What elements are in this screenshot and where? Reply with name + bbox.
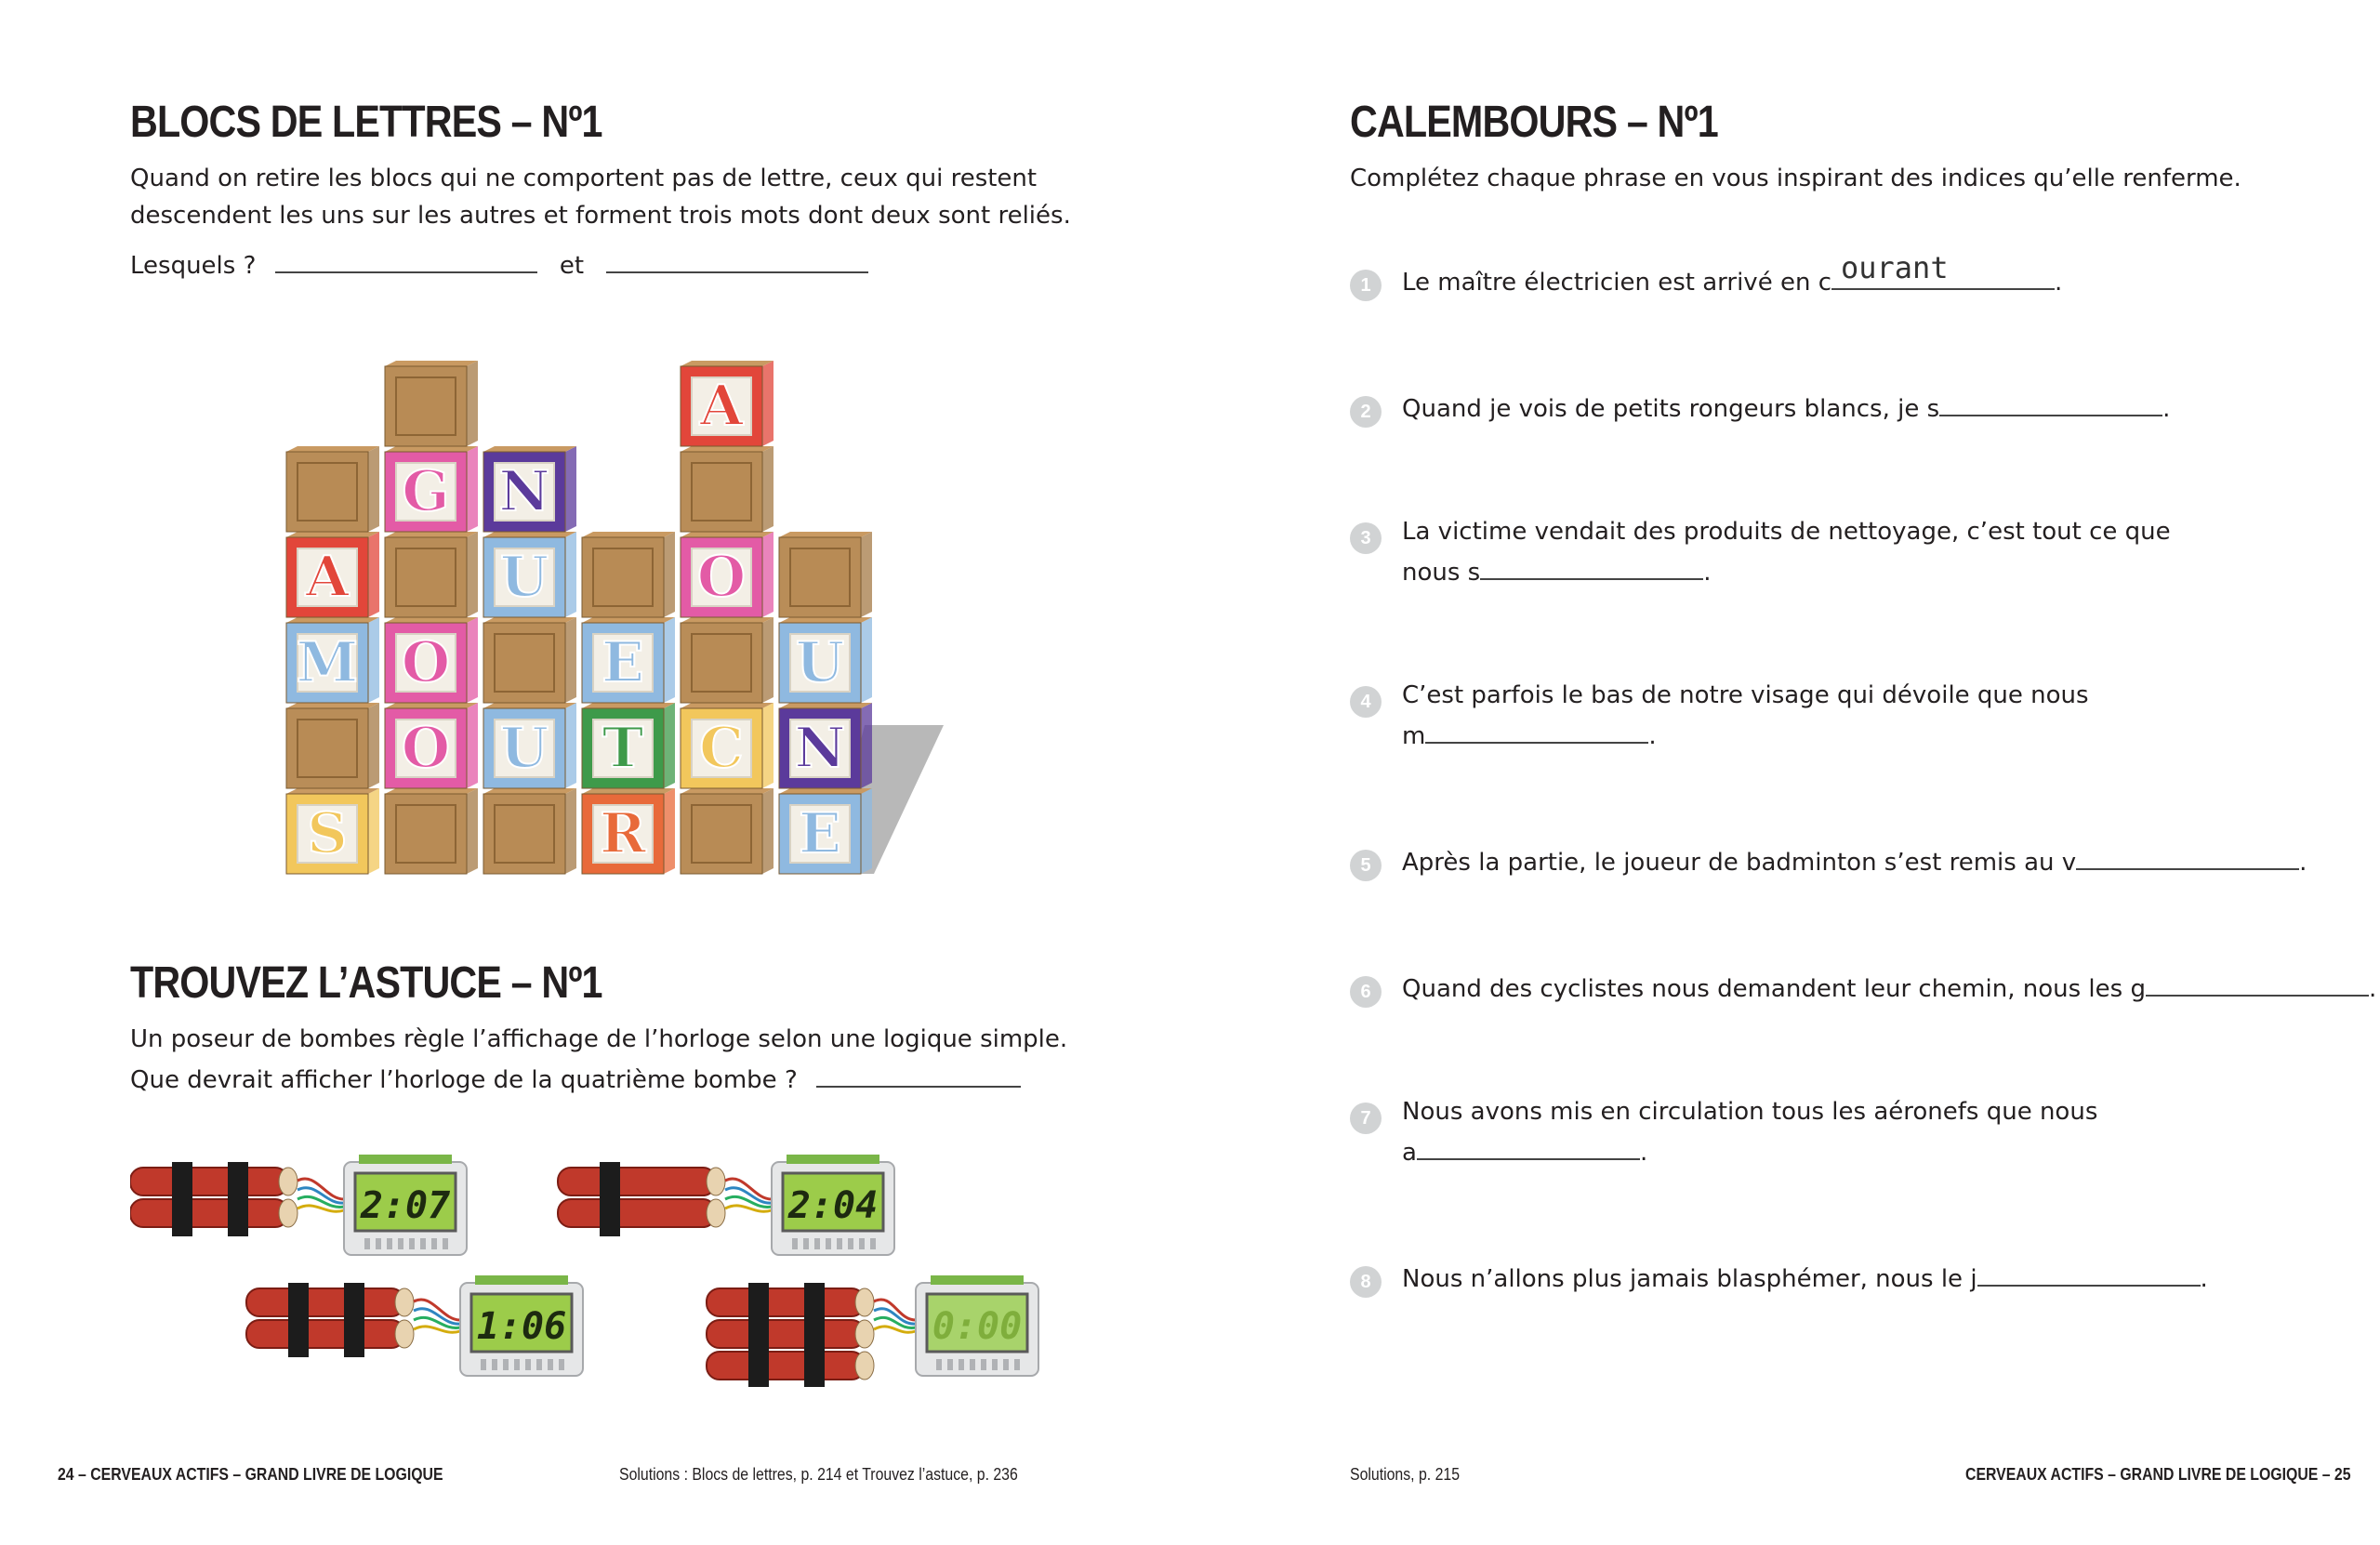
astuce-question-row [130,1058,1025,1099]
blank-block [681,788,774,874]
item-text: Nous n’allons plus jamais blasphémer, nous le j . [1402,1257,2208,1298]
letter-block [385,446,478,532]
item-number: 1 [1350,270,1382,301]
blank-block [385,361,478,446]
blank-block [286,446,379,532]
bomb [558,1155,894,1255]
bombs-illustration [130,1153,1051,1394]
block-letter: E [602,630,644,695]
letter-block [582,703,675,788]
blocks-intro-line2: descendent les uns sur les autres et forment trois mots dont deux sont reliés. [130,202,1071,230]
item-number: 7 [1350,1103,1382,1134]
item-text: Quand des cyclistes nous demandent leur chemin, nous les g . [1402,967,2376,1008]
clock-display: 0:00 [932,1305,1023,1348]
blank-block [483,617,576,703]
blank-block [385,532,478,617]
answer-blank-2[interactable] [606,244,868,273]
block-letter: N [498,459,550,524]
letter-block [483,446,576,532]
block-letter: S [307,801,348,866]
calembours-title: CALEMBOURS – Nº1 [1350,98,1718,147]
blank-block [483,788,576,874]
clock-display: 2:07 [360,1184,451,1227]
answer-blank[interactable] [1417,1130,1640,1160]
item-number: 8 [1350,1266,1382,1298]
blank-block [779,532,872,617]
bomb [130,1155,467,1255]
block-letter: A [699,374,744,439]
bomb [707,1275,1038,1387]
letter-block [779,788,872,874]
letter-block [483,703,576,788]
clock-display: 1:06 [476,1305,567,1348]
block-letter: G [402,459,450,524]
footer-right-title: CERVEAUX ACTIFS – GRAND LIVRE DE LOGIQUE – 25 [1965,1465,2351,1484]
block-letter: M [296,630,359,695]
letter-block [779,617,872,703]
letter-block [582,617,675,703]
blocks-question-row [130,244,872,284]
block-letter: U [499,716,549,781]
answer-blank[interactable] [1977,1257,2201,1287]
letter-block [286,788,379,874]
item-text-line2: nous s . [1402,550,1712,591]
handwritten-answer: ourant [1840,250,1949,285]
item-number: 4 [1350,686,1382,718]
item-text-line2: m . [1402,714,1657,755]
blocks-joiner: et [559,252,585,280]
footer-right-solutions: Solutions, p. 215 [1350,1465,1461,1484]
answer-blank[interactable] [1480,550,1703,580]
blocks-intro-line1: Quand on retire les blocs qui ne comportent pas de lettre, ceux qui restent [130,165,1038,192]
block-letter: O [696,545,747,610]
astuce-line2: Que devrait afficher l’horloge de la quatrième bombe ? [130,1066,798,1094]
blocks-title: BLOCS DE LETTRES – Nº1 [130,98,602,147]
answer-blank[interactable] [1831,250,2055,290]
block-letter: C [699,716,744,781]
block-letter: N [794,716,846,781]
letter-block [385,703,478,788]
item-text: Après la partie, le joueur de badminton s’est remis au v . [1402,840,2307,881]
item-text: Quand je vois de petits rongeurs blancs, je s . [1402,387,2170,428]
astuce-line1: Un poseur de bombes règle l’affichage de l’horloge selon une logique simple. [130,1025,1068,1053]
letter-block [779,703,872,788]
letter-block [286,532,379,617]
footer-left-title: 24 – CERVEAUX ACTIFS – GRAND LIVRE DE LOGIQUE [58,1465,443,1484]
bomb [246,1275,583,1376]
blocks-question-label: Lesquels ? [130,252,257,280]
astuce-answer-blank[interactable] [816,1058,1021,1088]
item-number: 5 [1350,850,1382,881]
blank-block [582,532,675,617]
item-number: 3 [1350,522,1382,554]
letter-block [385,617,478,703]
answer-blank[interactable] [1939,387,2162,416]
item-text: La victime vendait des produits de nettoyage, c’est tout ce que [1402,518,2171,546]
item-text: C’est parfois le bas de notre visage qui dévoile que nous [1402,681,2089,709]
answer-blank[interactable] [1425,714,1648,744]
letter-block [681,532,774,617]
blocks-group [286,361,872,874]
footer-left-solutions: Solutions : Blocs de lettres, p. 214 et Trouvez l’astuce, p. 236 [619,1465,1018,1484]
item-number: 2 [1350,396,1382,428]
block-letter: A [305,545,350,610]
blank-block [681,617,774,703]
item-text-line2: a . [1402,1130,1647,1171]
block-letter: R [600,801,646,866]
blank-block [681,446,774,532]
block-letter: U [795,630,845,695]
item-text: Nous avons mis en circulation tous les aéronefs que nous [1402,1098,2098,1126]
block-letter: T [602,716,644,781]
block-letter: O [401,630,451,695]
item-text: Le maître électricien est arrivé en c ourant . [1402,250,2063,297]
letter-block [483,532,576,617]
letter-block [582,788,675,874]
clock-display: 2:04 [787,1184,879,1227]
letter-block [286,617,379,703]
answer-blank[interactable] [2146,967,2369,997]
block-letter: U [499,545,549,610]
blank-block [385,788,478,874]
letter-blocks-illustration [270,344,958,883]
block-letter: O [401,716,451,781]
letter-block [681,703,774,788]
answer-blank[interactable] [2076,840,2299,870]
item-number: 6 [1350,976,1382,1008]
block-letter: E [799,801,841,866]
blank-block [286,703,379,788]
answer-blank-1[interactable] [275,244,537,273]
astuce-title: TROUVEZ L’ASTUCE – Nº1 [130,958,602,1008]
calembours-intro: Complétez chaque phrase en vous inspirant des indices qu’elle renferme. [1350,165,2241,192]
letter-block [681,361,774,446]
